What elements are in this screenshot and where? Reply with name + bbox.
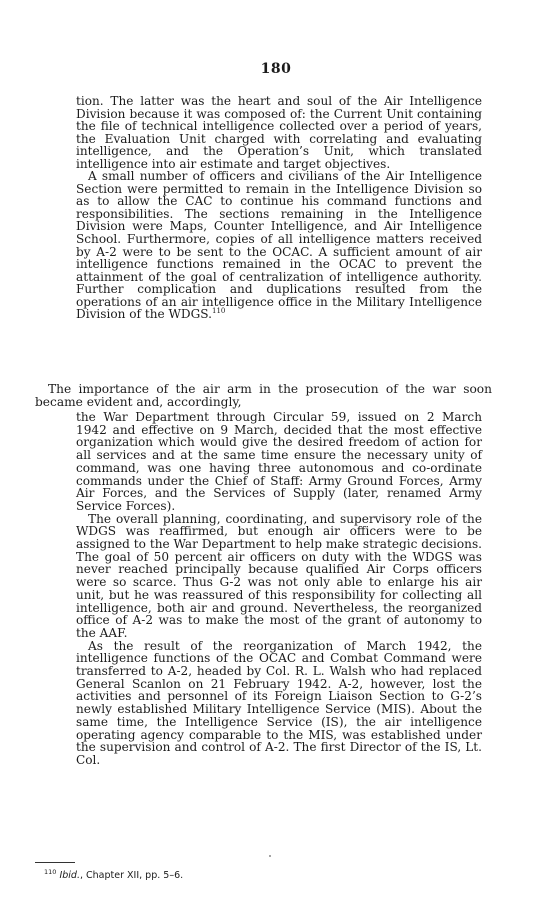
quote1-paragraph-2 bbox=[76, 170, 482, 321]
quote2-paragraph-2: The overall planning, coordinating, and supervisory role of the WDGS was reaffirmed, but enough air officers were to be assigned to the War Department to help make strategic decisions. The goal of 50 percent air officers on duty with the WDGS was never reached principally because qualified Air Corps officers were so scarce. Thus G-2 was not only able to enlarge his air unit, but he was reassured of this responsibility for collecting all intelligence, both air and ground. Nevertheless, the reorganized office of A-2 was to make the most of the grant of autonomy to the AAF. bbox=[76, 511, 482, 640]
footnote-ibid: Ibid. bbox=[59, 870, 80, 882]
quote1-paragraph-1: tion. The latter was the heart and soul of the Air Intelligence Division because it was composed of: the Current Unit containing the file of technical intelligence collected over a period of years, the Evaluation Unit charged with correlating and evaluating intelligence, and the Operation’s Unit, which translated intelligence into air estimate and target objectives. bbox=[76, 94, 482, 171]
page-number: 180 bbox=[260, 61, 292, 77]
body-paragraph bbox=[35, 383, 492, 409]
footnote-reference: 110 bbox=[212, 307, 226, 316]
footnote-text: , Chapter XII, pp. 5–6. bbox=[79, 870, 184, 882]
print-speck bbox=[269, 855, 271, 857]
quote2-paragraph-1: the War Department through Circular 59, issued on 2 March 1942 and effective on 9 March, decided that the most effective organization which would give the desired freedom of action for all services and at the same time ensure the necessary unity of command, was one having three autonomous and co-ordinate commands under the Chief of Staff: Army Ground Forces, Army Air Forces, and the Services of Supply (later, renamed Army Service Forces). bbox=[76, 410, 482, 513]
quote2-paragraph-3: As the result of the reorganization of March 1942, the intelligence functions of the OCAC and Combat Command were transferred to A-2, headed by Col. R. L. Walsh who had replaced General Scanlon on 21 February 1942. A-2, however, lost the activities and personnel of its Foreign Liaison Section to G-2’s newly established Military Intelligence Service (MIS). About the same time, the Intelligence Service (IS), the air intelligence operating agency comparable to the MIS, was established under the supervision and control of A-2. The first Director of the IS, Lt. Col. bbox=[76, 638, 482, 767]
footnote bbox=[44, 868, 183, 881]
footnote-number: 110 bbox=[44, 868, 57, 876]
quote1-paragraph-2-text: A small number of officers and civilians of the Air Intelligence Section were permitted to remain in the Intelligence Division so as to allow the CAC to continue his command functions and responsibilities. The sections remaining in the Intelligence Division were Maps, Counter Intelligence, and Air Intelligence School. Furthermore, copies of all intelligence matters received by A-2 were to be sent to the OCAC. A sufficient amount of air intelligence functions remained in the OCAC to prevent the attainment of the goal of centralization of intelligence authority. Further complication and duplications resulted from the operations of an air intelligence office in the Military Intelligence Division of the WDGS. bbox=[76, 169, 482, 322]
body-paragraph-text: The importance of the air arm in the prosecution of the war soon became evident and, accordingly, bbox=[35, 382, 492, 409]
footnote-divider bbox=[35, 862, 75, 863]
indented-quote-block-2 bbox=[76, 411, 482, 767]
indented-quote-block-1 bbox=[76, 95, 482, 321]
